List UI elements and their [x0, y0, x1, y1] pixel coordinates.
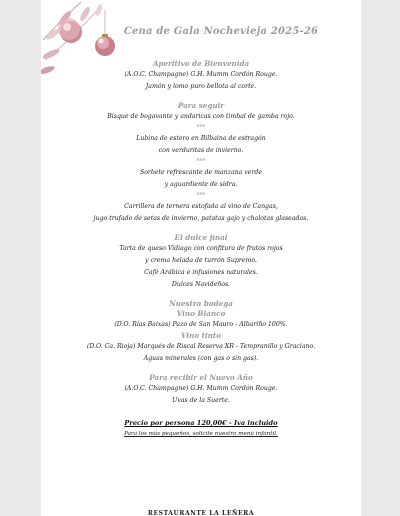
separator: *** [196, 158, 206, 165]
kids-menu-note: Para los más pequeños, solicite nuestro menú infantil. [124, 431, 278, 437]
menu-line: y crema helada de turrón Supremo. [145, 257, 257, 264]
menu-line: con verduritas de invierno. [158, 147, 244, 154]
page-title: Cena de Gala Nochevieja 2025-26 [123, 26, 319, 37]
menu-line: Carrillera de ternera estofada al vino de Cangas, [124, 203, 278, 210]
menu-section-aperitivo [41, 59, 361, 93]
menu-line: Uvas de la Suerte. [172, 397, 230, 404]
section-title: Aperitivo de Bienvenida [152, 59, 250, 68]
menu-line: Lubina de estero en Bilbaina de estragón [136, 135, 266, 142]
menu-line: Jamón y lomo puro bellota al corte. [145, 83, 257, 90]
section-title: Para seguir [177, 101, 225, 110]
menu-line: (D.O. Rías Baixas) Pazo de San Mauro - Albariño 100%. [114, 321, 288, 328]
menu-section-nuevo-ano [41, 373, 361, 407]
menu-list [41, 59, 361, 440]
menu-line: Sorbete refrescante de manzana verde [139, 169, 263, 176]
menu-section-para-seguir [41, 101, 361, 225]
section-title: Para recibir el Nuevo Año [149, 373, 253, 382]
section-title: El dulce final [174, 233, 228, 242]
restaurant-name-footer: RESTAURANTE LA LEÑERA [147, 510, 255, 516]
menu-line: Aguas minerales (con gas o sin gas). [143, 355, 259, 362]
menu-line: Bisque de bogavante y andaricas con timbal de gamba rojo. [107, 113, 295, 120]
price-line: Precio por persona 120,00€ - Iva incluido [124, 419, 278, 427]
menu-section-bodega [41, 299, 361, 365]
menu-line: Tarta de queso Vidiago con confitura de frutos rojos [119, 245, 283, 252]
section-subtitle: Vino Blanco [176, 309, 226, 318]
separator: *** [196, 124, 206, 131]
menu-line: (D.O. Ca. Rioja) Marqués de Riscal Reserva XR - Tempranillo y Graciano. [86, 343, 316, 350]
menu-line: (A.O.C. Champagne) G.H. Mumm Cordón Rouge. [124, 71, 278, 78]
menu-page [41, 0, 361, 516]
section-subtitle: Vino tinto [180, 331, 222, 340]
section-title: Nuestra bodega [169, 299, 233, 308]
menu-line: Café Arábica e infusiones naturales. [144, 269, 258, 276]
separator: *** [196, 192, 206, 199]
menu-line: y aguardiente de sidra. [164, 181, 238, 188]
menu-line: (A.O.C. Champagne) G.H. Mumm Cordón Rouge. [124, 385, 278, 392]
menu-section-dulce-final [41, 233, 361, 291]
menu-line: jugo trufado de setas de invierno, patatas gajo y chalotas glaseadas. [93, 215, 309, 222]
menu-line: Dulces Navideños. [171, 281, 231, 288]
